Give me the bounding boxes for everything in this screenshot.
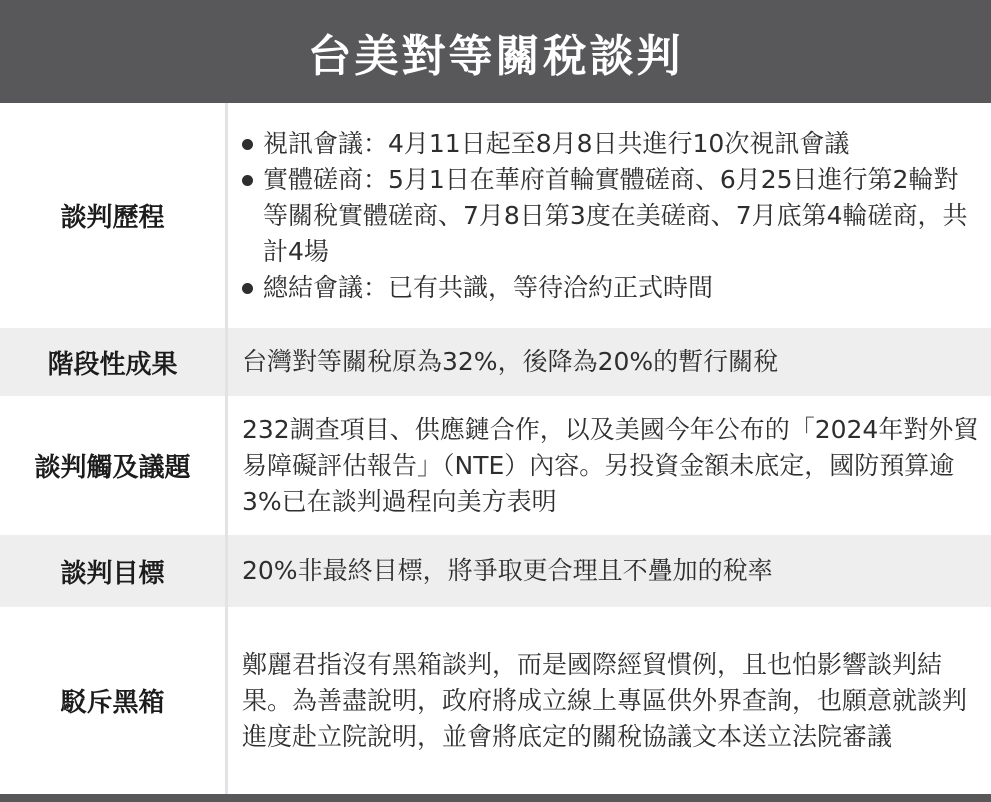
bullet-icon — [242, 283, 253, 294]
row-interim-result — [0, 328, 991, 396]
list-item — [242, 162, 979, 270]
row-label: 談判目標 — [0, 535, 228, 607]
list-item — [242, 270, 979, 306]
row-label: 談判歷程 — [0, 103, 228, 328]
page-title: 台美對等關稅談判 — [307, 30, 684, 82]
row-label: 駁斥黑箱 — [0, 607, 228, 794]
bullet-icon — [242, 175, 253, 186]
bullet-text: 實體磋商：5月1日在華府首輪實體磋商、6月25日進行第2輪對等關稅實體磋商、7月8日第3度在美磋商、7月底第4輪磋商，共計4場 — [263, 164, 968, 266]
bullet-text: 總結會議：已有共識，等待洽約正式時間 — [263, 272, 714, 302]
row-negotiation-goal — [0, 535, 991, 607]
row-refute-black-box — [0, 607, 991, 794]
row-content: 台灣對等關稅原為32%，後降為20%的暫行關稅 — [242, 347, 779, 376]
bullet-icon — [242, 139, 253, 150]
list-item — [242, 126, 979, 162]
row-content — [228, 103, 991, 328]
row-content: 20%非最終目標，將爭取更合理且不疊加的稅率 — [242, 556, 773, 585]
row-content: 232調查項目、供應鏈合作，以及美國今年公布的「2024年對外貿易障礙評估報告」（NTE）內容。另投資金額未底定，國防預算逾3%已在談判過程向美方表明 — [242, 414, 979, 516]
row-content: 鄭麗君指沒有黑箱談判，而是國際經貿慣例，且也怕影響談判結果。為善盡說明，政府將成立線上專區供外界查詢，也願意就談判進度赴立院說明，並會將底定的關稅協議文本送立法院審議 — [242, 649, 968, 751]
row-label: 階段性成果 — [0, 328, 228, 396]
bullet-text: 視訊會議：4月11日起至8月8日共進行10次視訊會議 — [263, 128, 850, 158]
row-negotiation-topics — [0, 396, 991, 535]
bottom-bar — [0, 794, 991, 802]
row-label: 談判觸及議題 — [0, 396, 228, 535]
row-negotiation-history — [0, 103, 991, 328]
title-bar — [0, 0, 991, 103]
